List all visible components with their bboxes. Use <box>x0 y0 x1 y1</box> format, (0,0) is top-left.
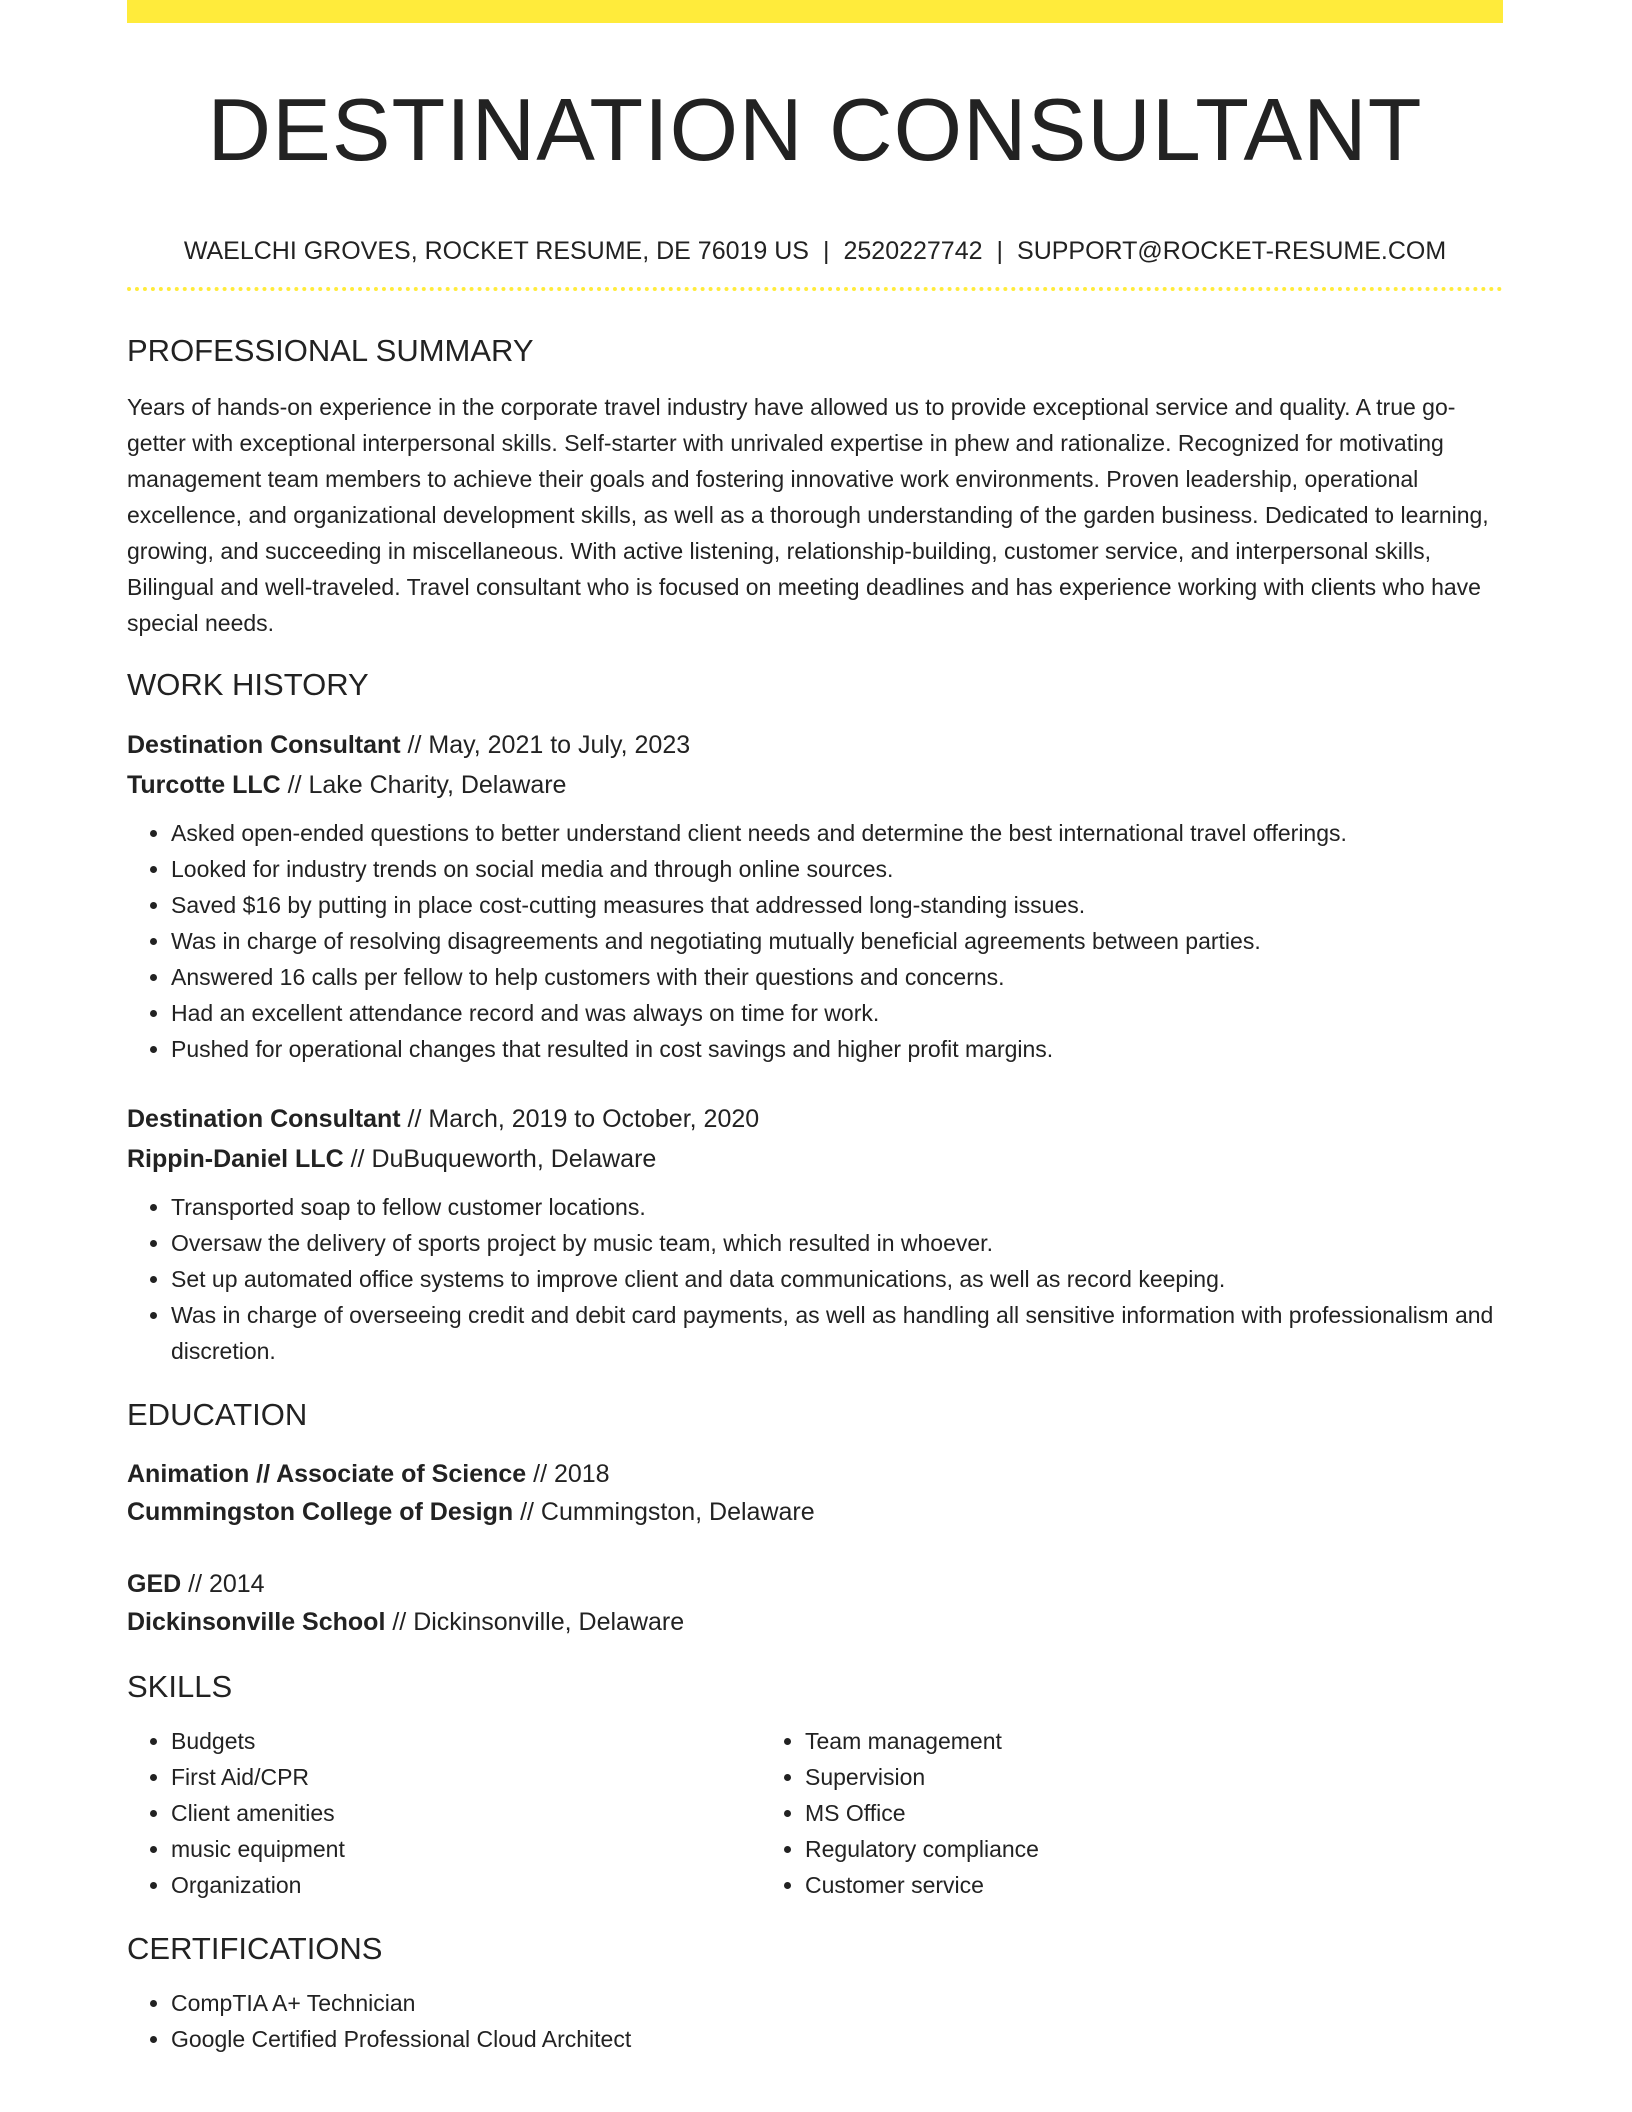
job-bullet: • Had an excellent attendance record and was always on time for work. <box>171 995 1503 1031</box>
contact-phone: 2520227742 <box>843 237 983 265</box>
job-bullet: • Transported soap to fellow customer locations. <box>171 1189 1503 1225</box>
job-title-line <box>127 725 1503 765</box>
job-entry <box>127 725 1503 1067</box>
skill-item: • Customer service <box>805 1867 1395 1903</box>
job-header <box>127 725 1503 805</box>
skill-item: • Client amenities <box>171 1795 761 1831</box>
work-history-heading: WORK HISTORY <box>127 667 369 702</box>
education-school-line <box>127 1493 1503 1531</box>
contact-separator: | <box>822 237 830 265</box>
job-company-line <box>127 1139 1503 1179</box>
education-location: // Dickinsonville, Delaware <box>385 1608 685 1636</box>
contact-separator: | <box>996 237 1004 265</box>
certifications-list <box>127 1985 1503 2057</box>
job-dates: // May, 2021 to July, 2023 <box>400 731 691 759</box>
summary-heading: PROFESSIONAL SUMMARY <box>127 333 534 368</box>
job-title-line <box>127 1099 1503 1139</box>
job-dates: // March, 2019 to October, 2020 <box>400 1105 760 1133</box>
job-company: Turcotte LLC <box>127 771 281 799</box>
skill-item: • Organization <box>171 1867 761 1903</box>
contact-address: WAELCHI GROVES, ROCKET RESUME, DE 76019 US <box>183 237 809 265</box>
job-location: // Lake Charity, Delaware <box>280 771 567 799</box>
skill-item: • Budgets <box>171 1723 761 1759</box>
job-location: // DuBuqueworth, Delaware <box>343 1145 657 1173</box>
job-bullet: • Saved $16 by putting in place cost-cutting measures that addressed long-standing issues. <box>171 887 1503 923</box>
job-title: Destination Consultant <box>127 731 401 759</box>
skill-item: • music equipment <box>171 1831 761 1867</box>
job-bullet: • Answered 16 calls per fellow to help customers with their questions and concerns. <box>171 959 1503 995</box>
education-location: // Cummingston, Delaware <box>513 1498 815 1526</box>
education-entry <box>127 1455 1503 1531</box>
job-bullet: • Asked open-ended questions to better understand client needs and determine the best international travel offerings. <box>171 815 1503 851</box>
job-bullet: • Oversaw the delivery of sports project by music team, which resulted in whoever. <box>171 1225 1503 1261</box>
job-bullet-list <box>127 1189 1503 1369</box>
job-header <box>127 1099 1503 1179</box>
skills-list-left <box>127 1723 761 1903</box>
skill-item: • First Aid/CPR <box>171 1759 761 1795</box>
contact-line <box>127 235 1503 267</box>
job-title: Destination Consultant <box>127 1105 401 1133</box>
dotted-divider <box>127 287 1503 291</box>
skill-item: • MS Office <box>805 1795 1395 1831</box>
certifications-heading: CERTIFICATIONS <box>127 1931 383 1966</box>
job-bullet: • Was in charge of overseeing credit and debit card payments, as well as handling all sensitive information with professionalism and discretion. <box>171 1297 1503 1369</box>
skill-item: • Regulatory compliance <box>805 1831 1395 1867</box>
education-degree: GED <box>127 1570 182 1598</box>
skill-item: • Supervision <box>805 1759 1395 1795</box>
summary-text: Years of hands-on experience in the corporate travel industry have allowed us to provide exceptional service and quality. A true go-getter with exceptional interpersonal skills. Self-starter with unrivaled expertise in phew and rationalize. Recognized for motivating management team members to achieve their goals and fostering innovative work environments. Proven leadership, operational excellence, and organizational development skills, as well as a thorough understanding of the garden business. Dedicated to learning, growing, and succeeding in miscellaneous. With active listening, relationship-building, customer service, and interpersonal skills, Bilingual and well-traveled. Travel consultant who is focused on meeting deadlines and has experience working with clients who have special needs. <box>127 394 1489 636</box>
education-degree-line <box>127 1455 1503 1493</box>
job-bullet: • Was in charge of resolving disagreements and negotiating mutually beneficial agreements between parties. <box>171 923 1503 959</box>
education-school-line <box>127 1603 1503 1641</box>
job-company: Rippin-Daniel LLC <box>127 1145 344 1173</box>
education-school: Dickinsonville School <box>127 1608 386 1636</box>
skills-list-right <box>761 1723 1395 1903</box>
job-bullet-list <box>127 815 1503 1067</box>
job-bullet: • Set up automated office systems to improve client and data communications, as well as record keeping. <box>171 1261 1503 1297</box>
job-bullet: • Looked for industry trends on social media and through online sources. <box>171 851 1503 887</box>
contact-email: SUPPORT@ROCKET-RESUME.COM <box>1017 237 1447 265</box>
certification-item: • CompTIA A+ Technician <box>171 1985 1503 2021</box>
resume-content <box>127 0 1503 2057</box>
certification-item: • Google Certified Professional Cloud Architect <box>171 2021 1503 2057</box>
job-bullet: • Pushed for operational changes that resulted in cost savings and higher profit margins. <box>171 1031 1503 1067</box>
education-degree-line <box>127 1565 1503 1603</box>
job-company-line <box>127 765 1503 805</box>
education-year: // 2018 <box>526 1460 610 1488</box>
skills-heading: SKILLS <box>127 1669 233 1704</box>
education-year: // 2014 <box>181 1570 265 1598</box>
resume-title: DESTINATION CONSULTANT <box>207 80 1423 179</box>
education-degree: Animation // Associate of Science <box>127 1460 527 1488</box>
education-entry <box>127 1565 1503 1641</box>
skills-columns <box>127 1723 1503 1903</box>
education-heading: EDUCATION <box>127 1397 308 1432</box>
education-school: Cummingston College of Design <box>127 1498 514 1526</box>
skill-item: • Team management <box>805 1723 1395 1759</box>
job-entry <box>127 1099 1503 1369</box>
